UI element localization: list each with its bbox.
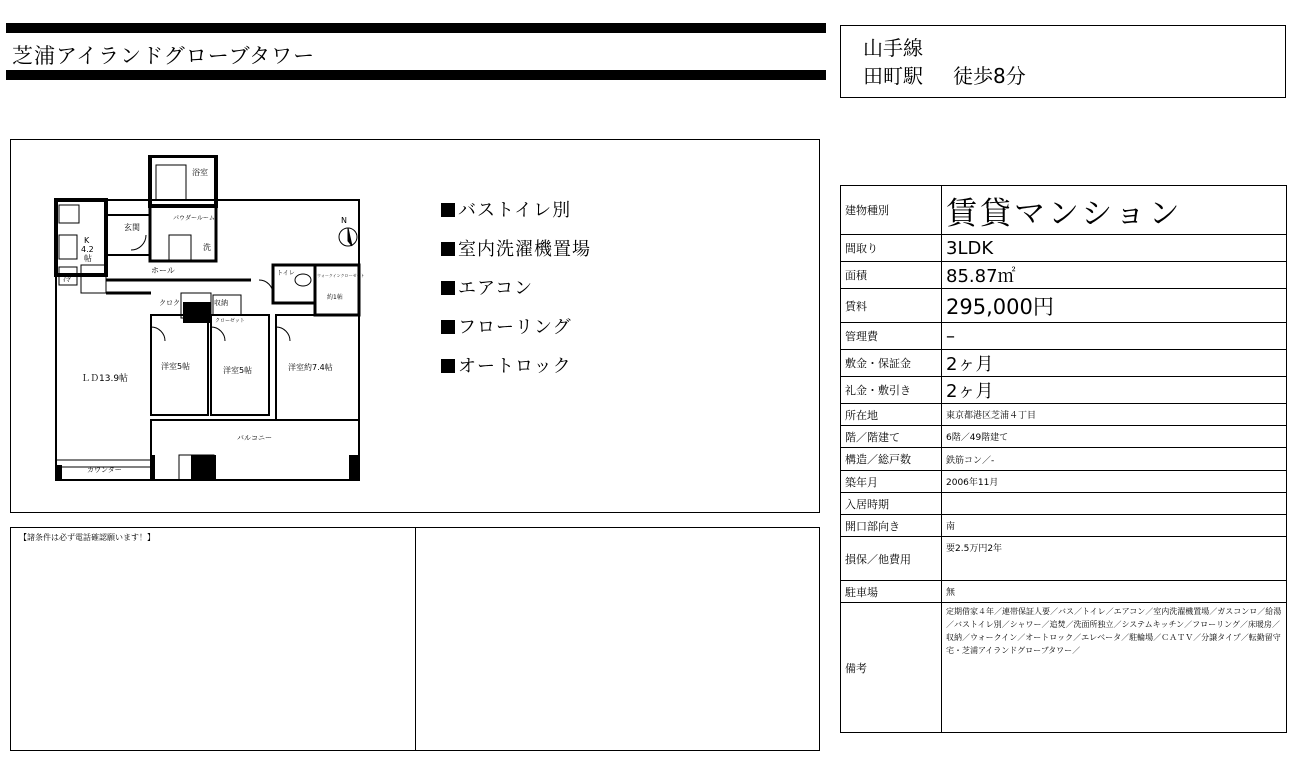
row-floor: 階／階建て 6階／49階建て <box>841 426 1287 448</box>
train-line: 山手線 <box>863 36 923 60</box>
notes-divider <box>415 528 416 750</box>
row-fee: 管理費 – <box>841 323 1287 350</box>
area-value: 85.87㎡ <box>942 262 1287 289</box>
row-insurance: 損保／他費用 要2.5万円2年 <box>841 537 1287 581</box>
remarks-value: 定期借家４年／連帯保証人要／バス／トイレ／エアコン／室内洗濯機置場／ガスコンロ／給湯／バストイレ別／シャワー／追焚／洗面所独立／システムキッチン／フローリング／床暖房／収納／ウォークイン／オートロック／エレベータ／駐輪場／ＣＡＴＶ／分譲タイプ／転勤留守宅・芝浦アイランドグローブタワー／ <box>942 603 1287 733</box>
bullet-square-icon <box>441 320 455 334</box>
property-title: 芝浦アイランドグローブタワー <box>12 44 316 68</box>
row-layout: 間取り 3LDK <box>841 235 1287 262</box>
row-rent: 賃料 295,000円 <box>841 289 1287 323</box>
powder-label: パウダールーム <box>173 215 215 222</box>
insurance-value: 要2.5万円2年 <box>942 537 1287 581</box>
room1-label: 洋室5帖 <box>161 362 191 371</box>
bullet-square-icon <box>441 359 455 373</box>
row-type: 建物種別 賃貸マンション <box>841 186 1287 235</box>
key-money-value: 2ヶ月 <box>942 377 1287 404</box>
row-address: 所在地 東京都港区芝浦４丁目 <box>841 404 1287 426</box>
floor-value: 6階／49階建て <box>942 426 1287 448</box>
row-structure: 構造／総戸数 鉄筋コン／- <box>841 448 1287 471</box>
move-in-value <box>942 493 1287 515</box>
station-name: 田町駅 <box>863 64 923 88</box>
row-built: 築年月 2006年11月 <box>841 471 1287 493</box>
structure-value: 鉄筋コン／- <box>942 448 1287 471</box>
ld-label: ＬＤ13.9帖 <box>81 374 129 384</box>
kitchen-unit: 帖 <box>84 254 92 263</box>
station-box <box>840 25 1286 98</box>
feature-item: フローリング <box>441 313 572 339</box>
closet-label: クロク <box>159 299 180 307</box>
feature-item: オートロック <box>441 352 572 378</box>
direction-value: 南 <box>942 515 1287 537</box>
room2-label: 洋室5帖 <box>223 366 253 375</box>
closet2-label: クローゼット <box>215 318 245 324</box>
room3-label: 洋室約7.4帖 <box>288 363 333 372</box>
deposit-value: 2ヶ月 <box>942 350 1287 377</box>
feature-item: エアコン <box>441 274 533 300</box>
conditions-note: 【諸条件は必ず電話確認願います！】 <box>19 533 155 542</box>
built-value: 2006年11月 <box>942 471 1287 493</box>
row-key-money: 礼金・敷引き 2ヶ月 <box>841 377 1287 404</box>
fridge-label: 冷 <box>63 274 71 283</box>
wic-size: 約1帖 <box>327 294 343 301</box>
property-info-table <box>840 185 1287 733</box>
row-area: 面積 85.87㎡ <box>841 262 1287 289</box>
bath-label: 浴室 <box>192 168 208 177</box>
row-deposit: 敷金・保証金 2ヶ月 <box>841 350 1287 377</box>
row-parking: 駐車場 無 <box>841 581 1287 603</box>
kitchen-size: 4.2 <box>81 245 94 254</box>
bath-block <box>150 156 216 206</box>
header-bar-bottom <box>6 70 826 80</box>
bullet-square-icon <box>441 242 455 256</box>
kitchen-label: K <box>84 236 90 245</box>
parking-value: 無 <box>942 581 1287 603</box>
floorplan-image <box>51 155 411 495</box>
station-access <box>863 60 1026 89</box>
toilet-label: トイレ <box>277 270 295 277</box>
rent-value: 295,000円 <box>942 289 1287 323</box>
walk-time: 徒歩8分 <box>953 64 1026 88</box>
bullet-square-icon <box>441 281 455 295</box>
row-move-in: 入居時期 <box>841 493 1287 515</box>
feature-item: バストイレ別 <box>441 196 571 222</box>
row-remarks: 備考 定期借家４年／連帯保証人要／バス／トイレ／エアコン／室内洗濯機置場／ガスコンロ／給湯／バストイレ別／シャワー／追焚／洗面所独立／システムキッチン／フローリング／床暖房／収納／ウォークイン／オートロック／エレベータ／駐輪場／ＣＡＴＶ／分譲タイプ／転勤留守宅・芝浦アイランドグローブタワー／ <box>841 603 1287 733</box>
fee-value: – <box>942 323 1287 350</box>
layout-value: 3LDK <box>942 235 1287 262</box>
balcony <box>151 420 359 480</box>
wash-label: 洗 <box>203 243 211 252</box>
floorplan-panel <box>10 139 820 513</box>
row-direction: 開口部向き 南 <box>841 515 1287 537</box>
compass-label: N <box>341 216 347 225</box>
header-bar-top <box>6 23 826 33</box>
address-value: 東京都港区芝浦４丁目 <box>942 404 1287 426</box>
hall-label: ホール <box>151 266 175 275</box>
bullet-square-icon <box>441 203 455 217</box>
wic-label: ウォークインクローゼット <box>317 273 365 278</box>
notes-panel <box>10 527 820 751</box>
balcony-label: バルコニー <box>237 434 272 442</box>
feature-item: 室内洗濯機置場 <box>441 235 591 261</box>
building-type-value: 賃貸マンション <box>942 186 1287 235</box>
counter-label: カウンター <box>87 466 122 474</box>
storage-label: 収納 <box>214 299 228 307</box>
entrance-label: 玄関 <box>124 223 140 232</box>
